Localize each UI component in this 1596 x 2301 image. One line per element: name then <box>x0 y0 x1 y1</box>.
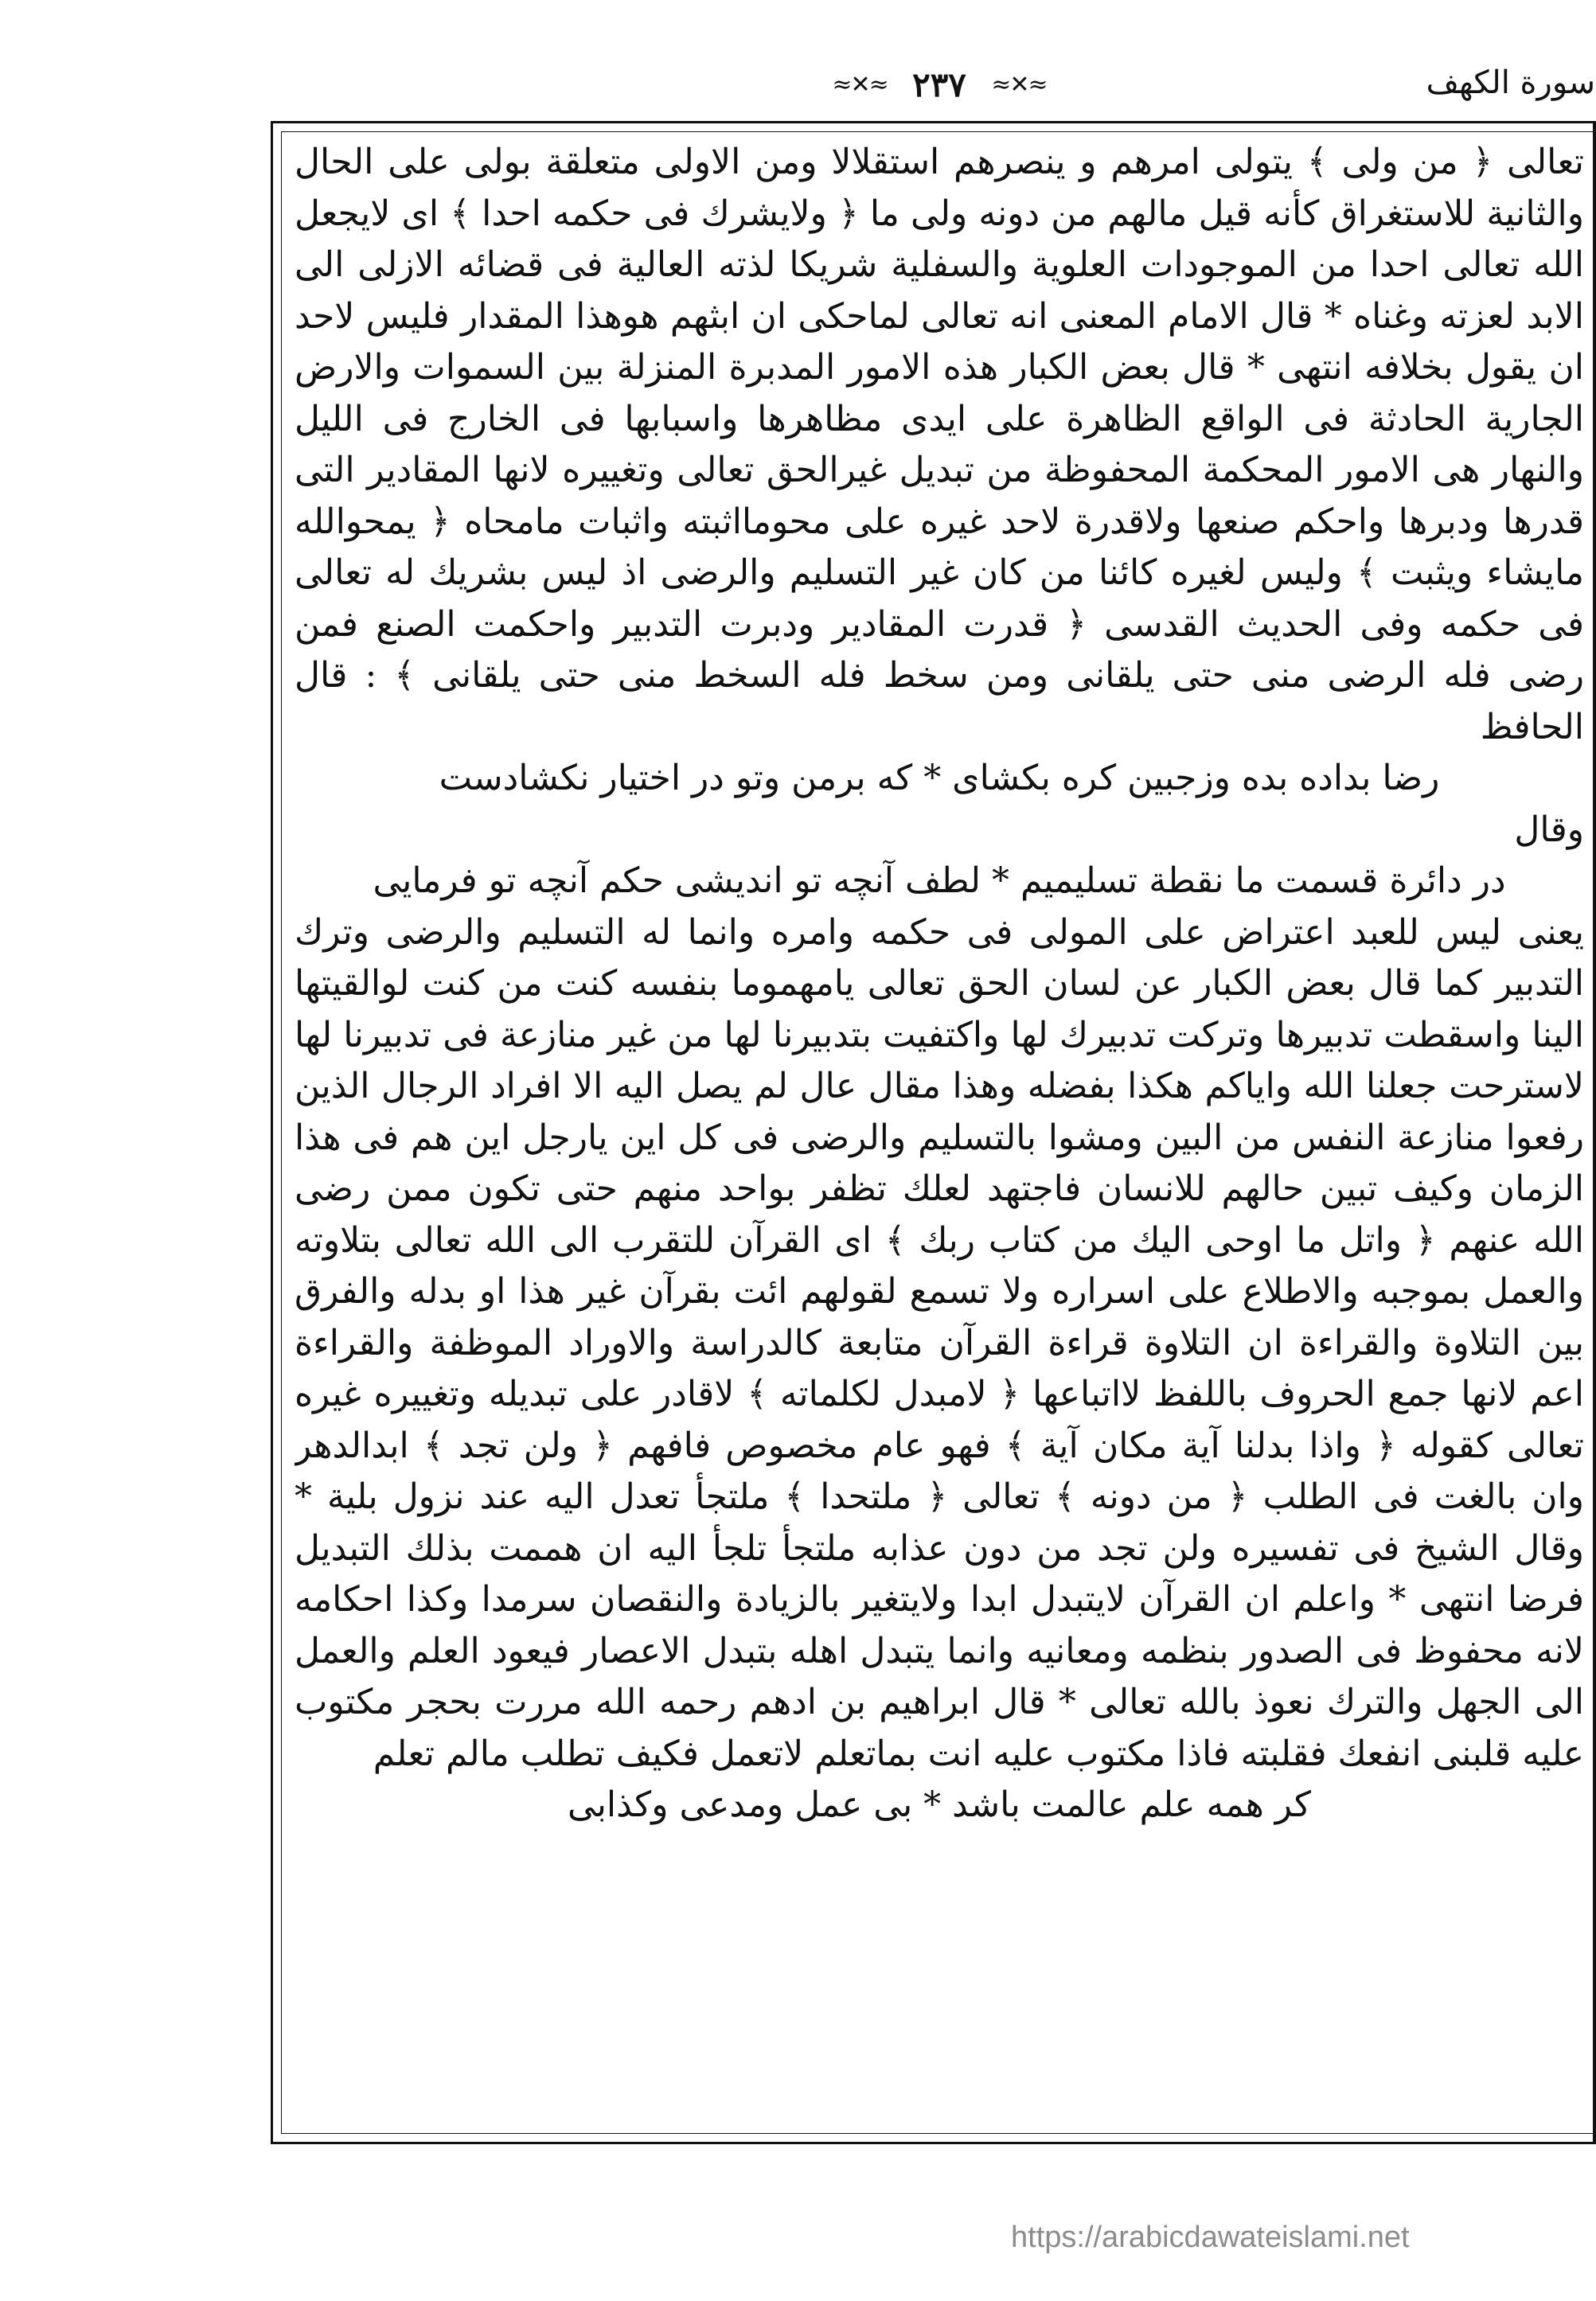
paragraph-2: يعنى ليس للعبد اعتراض على المولى فى حكمه وامره وانما له التسليم والرضى وترك التدبير كما قال بعض الكبار عن لسان الحق تعالى يامهموما بنفسه كنت من كنت لوالقيتها الينا واسقطت تدبيرها وتركت تدبيرك لها واكتفيت بتدبيرنا لها من غير منازعة فى تدبيرنا لها لاسترحت جعلنا الله واياكم هكذا بفضله وهذا مقال عال لم يصل اليه الا افراد الرجال الذين رفعوا منازعة النفس من البين ومشوا بالتسليم والرضى فى كل اين يارجل اين هم فى هذا الزمان وكيف تبين حالهم للانسان فاجتهد لعلك تظفر بواحد منهم حتى تكون ممن رضى الله عنهم ﴿ واتل ما اوحى اليك من كتاب ربك ﴾ اى القرآن للتقرب الى الله تعالى بتلاوته والعمل بموجبه والاطلاع على اسراره ولا تسمع لقولهم ائت بقرآن غير هذا او بدله والفرق بين التلاوة والقراءة ان التلاوة قراءة القرآن متابعة كالدراسة والاوراد الموظفة والقراءة اعم لانها جمع الحروف باللفظ لااتباعها ﴿ لامبدل لكلماته ﴾ لاقادر على تبديله وتغييره غيره تعالى كقوله ﴿ واذا بدلنا آية مكان آية ﴾ فهو عام مخصوص فافهم ﴿ ولن تجد ﴾ ابدالدهر وان بالغت فى الطلب ﴿ من دونه ﴾ تعالى ﴿ ملتحدا ﴾ ملتجأ تعدل اليه عند نزول بلية * وقال الشيخ فى تفسيره ولن تجد من دون عذابه ملتجأ تلجأ اليه ان هممت بذلك التبديل فرضا انتهى * واعلم ان القرآن لايتبدل ابدا ولايتغير بالزيادة والنقصان سرمدا وكذا احكامه لانه محفوظ فى الصدور بنظمه ومعانيه وانما يتبدل اهله بتبدل الاعصار فيعود العلم والعمل الى الجهل والترك نعوذ بالله تعالى * قال ابراهيم بن ادهم رحمه الله مررت بحجر مكتوب عليه قلبنى انفعك فقلبته فاذا مكتوب عليه انت بماتعلم لاتعمل فكيف تطلب مالم تعلم <box>295 911 1584 1774</box>
left-ornament: ≈✕≈ <box>832 71 888 99</box>
page-number-area <box>796 60 1083 107</box>
persian-verse-3: كر همه علم عالمت باشد * بى عمل ومدعى وكذابى <box>568 1784 1311 1825</box>
paragraph-1: تعالى ﴿ من ولى ﴾ يتولى امرهم و ينصرهم استقلالا ومن الاولى متعلقة بولى على الحال والثانية للاستغراق كأنه قيل مالهم من دونه ولى ما ﴿ ولايشرك فى حكمه احدا ﴾ اى لايجعل الله تعالى احدا من الموجودات العلوية والسفلية شريكا لذته العالية فى قضائه الازلى الى الابد لعزته وغناه * قال الامام المعنى انه تعالى لماحكى ان ابثهم هوهذا المقدار فليس لاحد ان يقول بخلافه انتهى * قال بعض الكبار هذه الامور المدبرة المنزلة بين السموات والارض الجارية الحادثة فى الواقع الظاهرة على ايدى مظاهرها واسبابها فى الخارج فى الليل والنهار هى الامور المحكمة المحفوظة من تبديل غيرالحق تعالى وتغييره لانها المقادير التى قدرها ودبرها واحكم صنعها ولاقدرة لاحد غيره على محومااثبته واثبات مامحاه ﴿ يمحوالله مايشاء ويثبت ﴾ وليس لغيره كائنا من كان غير التسليم والرضى اذ ليس بشريك له تعالى فى حكمه وفى الحديث القدسى ﴿ قدرت المقادير ودبرت التدبير واحكمت الصنع فمن رضى فله الرضى منى حتى يلقانى ومن سخط فله السخط منى حتى يلقانى ﴾ : قال الحافظ <box>295 142 1584 747</box>
right-ornament: ≈✕≈ <box>991 71 1047 99</box>
main-text <box>295 137 1584 2127</box>
page-number: ٢٣٧ <box>912 65 966 104</box>
page-header <box>271 57 1596 113</box>
verse-transition: وقال <box>1514 809 1584 850</box>
persian-verse-2: در دائرة قسمت ما نقطة تسليميم * لطف آنچه تو انديشى حكم آنچه تو فرمايى <box>373 860 1506 901</box>
persian-verse-1: رضا بداده بده وزجبين كره بكشاى * كه برمن وتو در اختيار نكشادست <box>439 758 1440 798</box>
page-frame-right-edge <box>1593 121 1596 2144</box>
source-watermark: https://arabicdawateislami.net <box>1011 2221 1410 2254</box>
surah-title: سورة الكهف <box>1426 64 1595 101</box>
